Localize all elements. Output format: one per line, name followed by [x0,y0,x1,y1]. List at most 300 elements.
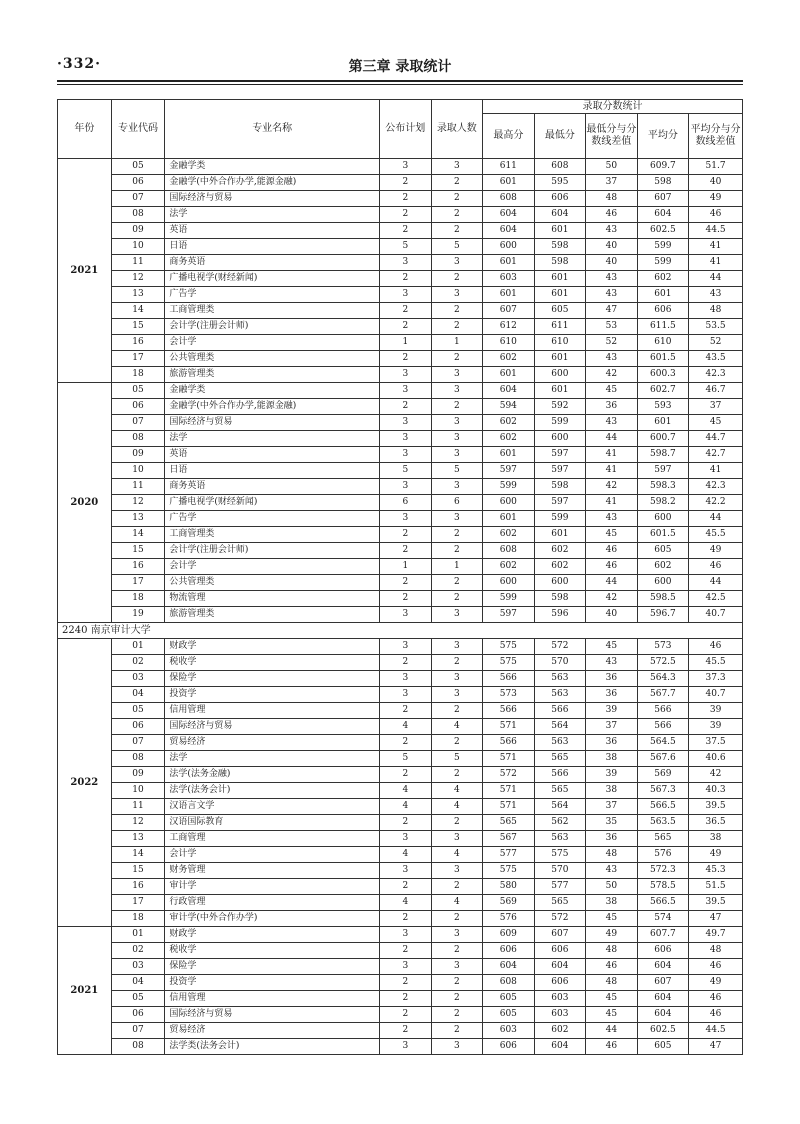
min-cell: 565 [534,895,586,911]
max-cell: 608 [483,975,535,991]
min_diff-cell: 36 [586,735,638,751]
min_diff-cell: 39 [586,703,638,719]
plan-cell: 3 [380,479,432,495]
max-cell: 601 [483,367,535,383]
code-cell: 01 [111,639,165,655]
avg_diff-cell: 51.7 [689,159,743,175]
table-row [58,671,743,687]
table-row [58,927,743,943]
table-row [58,463,743,479]
admitted-cell: 2 [431,575,483,591]
plan-cell: 3 [380,367,432,383]
avg-cell: 602 [637,271,689,287]
avg-cell: 602 [637,559,689,575]
avg-cell: 605 [637,543,689,559]
min_diff-cell: 41 [586,463,638,479]
avg-cell: 572.5 [637,655,689,671]
plan-cell: 2 [380,351,432,367]
min-cell: 600 [534,575,586,591]
plan-cell: 2 [380,303,432,319]
avg-cell: 601 [637,415,689,431]
avg-cell: 607 [637,191,689,207]
avg-cell: 567.3 [637,783,689,799]
table-row [58,543,743,559]
avg_diff-cell: 40.6 [689,751,743,767]
table-row [58,1023,743,1039]
table-row [58,335,743,351]
min_diff-cell: 45 [586,991,638,1007]
max-cell: 600 [483,575,535,591]
admitted-cell: 2 [431,543,483,559]
name-cell: 贸易经济 [165,1023,380,1039]
avg_diff-cell: 36.5 [689,815,743,831]
min_diff-cell: 48 [586,943,638,959]
min-cell: 566 [534,703,586,719]
avg_diff-cell: 44.5 [689,223,743,239]
avg_diff-cell: 39.5 [689,895,743,911]
avg_diff-cell: 42.3 [689,479,743,495]
avg_diff-cell: 49 [689,543,743,559]
avg_diff-cell: 44 [689,575,743,591]
max-cell: 600 [483,495,535,511]
plan-cell: 2 [380,1007,432,1023]
table-row [58,447,743,463]
max-cell: 602 [483,351,535,367]
plan-cell: 2 [380,271,432,287]
code-cell: 14 [111,527,165,543]
avg_diff-cell: 46 [689,639,743,655]
plan-cell: 4 [380,783,432,799]
admitted-cell: 2 [431,399,483,415]
admitted-cell: 2 [431,1007,483,1023]
name-cell: 法学(法务会计) [165,783,380,799]
min-cell: 606 [534,943,586,959]
code-cell: 02 [111,943,165,959]
plan-cell: 3 [380,447,432,463]
year-cell: 2022 [58,639,112,927]
code-cell: 11 [111,255,165,271]
code-cell: 19 [111,607,165,623]
max-cell: 571 [483,799,535,815]
plan-cell: 2 [380,527,432,543]
min-cell: 597 [534,463,586,479]
min_diff-cell: 48 [586,847,638,863]
code-cell: 11 [111,479,165,495]
min-cell: 564 [534,719,586,735]
admitted-cell: 3 [431,639,483,655]
code-cell: 16 [111,879,165,895]
min-cell: 592 [534,399,586,415]
max-cell: 601 [483,287,535,303]
year-cell: 2020 [58,383,112,623]
max-cell: 609 [483,927,535,943]
admitted-cell: 3 [431,1039,483,1055]
admitted-cell: 3 [431,511,483,527]
code-cell: 02 [111,655,165,671]
name-cell: 审计学 [165,879,380,895]
avg-cell: 567.7 [637,687,689,703]
min-cell: 565 [534,751,586,767]
max-cell: 606 [483,943,535,959]
min-cell: 565 [534,783,586,799]
avg_diff-cell: 44 [689,511,743,527]
admitted-cell: 2 [431,911,483,927]
avg_diff-cell: 40.3 [689,783,743,799]
max-cell: 573 [483,687,535,703]
min-cell: 611 [534,319,586,335]
min_diff-cell: 46 [586,207,638,223]
name-cell: 会计学 [165,847,380,863]
table-row [58,831,743,847]
name-cell: 财政学 [165,639,380,655]
min_diff-cell: 47 [586,303,638,319]
avg_diff-cell: 42.7 [689,447,743,463]
avg-cell: 599 [637,255,689,271]
table-row [58,703,743,719]
name-cell: 会计学(注册会计师) [165,543,380,559]
table-row [58,239,743,255]
plan-cell: 2 [380,879,432,895]
name-cell: 公共管理类 [165,351,380,367]
code-cell: 18 [111,591,165,607]
min_diff-cell: 39 [586,767,638,783]
avg-cell: 609.7 [637,159,689,175]
min-cell: 601 [534,351,586,367]
code-cell: 09 [111,223,165,239]
table-row [58,975,743,991]
avg-cell: 564.3 [637,671,689,687]
school-section-label: 2240 南京审计大学 [58,623,743,639]
code-cell: 05 [111,991,165,1007]
code-cell: 14 [111,303,165,319]
max-cell: 599 [483,591,535,607]
avg-cell: 604 [637,1007,689,1023]
avg_diff-cell: 44.7 [689,431,743,447]
plan-cell: 5 [380,751,432,767]
avg-cell: 569 [637,767,689,783]
min-cell: 604 [534,207,586,223]
plan-cell: 5 [380,463,432,479]
table-row [58,991,743,1007]
plan-cell: 4 [380,847,432,863]
code-cell: 06 [111,399,165,415]
min_diff-cell: 40 [586,607,638,623]
table-row [58,799,743,815]
min_diff-cell: 50 [586,159,638,175]
min-cell: 563 [534,687,586,703]
min_diff-cell: 44 [586,431,638,447]
header-avg: 平均分 [637,114,689,159]
min-cell: 606 [534,975,586,991]
code-cell: 05 [111,383,165,399]
min-cell: 601 [534,223,586,239]
min-cell: 563 [534,831,586,847]
code-cell: 10 [111,239,165,255]
min-cell: 602 [534,1023,586,1039]
admitted-cell: 2 [431,735,483,751]
name-cell: 税收学 [165,655,380,671]
avg_diff-cell: 49.7 [689,927,743,943]
table-row [58,207,743,223]
admitted-cell: 2 [431,975,483,991]
admitted-cell: 3 [431,607,483,623]
min_diff-cell: 48 [586,975,638,991]
min_diff-cell: 45 [586,383,638,399]
table-row [58,431,743,447]
min-cell: 605 [534,303,586,319]
avg-cell: 602.7 [637,383,689,399]
plan-cell: 2 [380,943,432,959]
name-cell: 金融学类 [165,159,380,175]
admitted-cell: 3 [431,287,483,303]
plan-cell: 3 [380,671,432,687]
code-cell: 08 [111,751,165,767]
code-cell: 13 [111,831,165,847]
max-cell: 577 [483,847,535,863]
header-max: 最高分 [483,114,535,159]
avg_diff-cell: 51.5 [689,879,743,895]
min_diff-cell: 37 [586,799,638,815]
min-cell: 604 [534,1039,586,1055]
table-row [58,319,743,335]
avg-cell: 598.5 [637,591,689,607]
code-cell: 17 [111,351,165,367]
table-row [58,815,743,831]
admitted-cell: 4 [431,719,483,735]
name-cell: 广告学 [165,287,380,303]
min_diff-cell: 41 [586,495,638,511]
max-cell: 611 [483,159,535,175]
plan-cell: 3 [380,1039,432,1055]
code-cell: 08 [111,431,165,447]
max-cell: 569 [483,895,535,911]
max-cell: 571 [483,783,535,799]
admitted-cell: 4 [431,847,483,863]
min-cell: 598 [534,239,586,255]
avg_diff-cell: 45 [689,415,743,431]
avg-cell: 566.5 [637,895,689,911]
max-cell: 597 [483,607,535,623]
admitted-cell: 3 [431,431,483,447]
avg_diff-cell: 38 [689,831,743,847]
table-row [58,863,743,879]
plan-cell: 5 [380,239,432,255]
min_diff-cell: 42 [586,479,638,495]
admission-score-table [57,99,743,1055]
admitted-cell: 2 [431,319,483,335]
name-cell: 金融学类 [165,383,380,399]
name-cell: 英语 [165,447,380,463]
code-cell: 01 [111,927,165,943]
min_diff-cell: 48 [586,191,638,207]
table-row [58,943,743,959]
table-row [58,911,743,927]
name-cell: 广告学 [165,511,380,527]
avg-cell: 573 [637,639,689,655]
avg_diff-cell: 39 [689,719,743,735]
avg_diff-cell: 44 [689,271,743,287]
max-cell: 566 [483,703,535,719]
max-cell: 600 [483,239,535,255]
min-cell: 598 [534,479,586,495]
min_diff-cell: 45 [586,639,638,655]
min-cell: 570 [534,863,586,879]
name-cell: 工商管理类 [165,303,380,319]
min-cell: 603 [534,991,586,1007]
table-row [58,223,743,239]
admitted-cell: 3 [431,863,483,879]
plan-cell: 3 [380,383,432,399]
max-cell: 571 [483,719,535,735]
min_diff-cell: 44 [586,1023,638,1039]
avg-cell: 601 [637,287,689,303]
year-cell: 2021 [58,927,112,1055]
min_diff-cell: 36 [586,831,638,847]
table-row [58,783,743,799]
admitted-cell: 2 [431,351,483,367]
page-header [57,56,743,82]
avg_diff-cell: 46 [689,1007,743,1023]
max-cell: 571 [483,751,535,767]
admitted-cell: 3 [431,831,483,847]
plan-cell: 3 [380,863,432,879]
min_diff-cell: 37 [586,719,638,735]
plan-cell: 2 [380,1023,432,1039]
code-cell: 07 [111,1023,165,1039]
table-row [58,1007,743,1023]
plan-cell: 3 [380,639,432,655]
plan-cell: 2 [380,223,432,239]
avg_diff-cell: 39 [689,703,743,719]
admitted-cell: 2 [431,591,483,607]
table-row [58,767,743,783]
admitted-cell: 3 [431,447,483,463]
name-cell: 法学(法务金融) [165,767,380,783]
code-cell: 05 [111,703,165,719]
avg-cell: 601.5 [637,527,689,543]
plan-cell: 3 [380,927,432,943]
min_diff-cell: 45 [586,527,638,543]
header-plan: 公布计划 [380,100,432,159]
min_diff-cell: 38 [586,783,638,799]
admitted-cell: 2 [431,655,483,671]
code-cell: 07 [111,415,165,431]
min_diff-cell: 36 [586,687,638,703]
code-cell: 15 [111,543,165,559]
plan-cell: 2 [380,735,432,751]
plan-cell: 2 [380,175,432,191]
avg_diff-cell: 45.5 [689,527,743,543]
avg_diff-cell: 46 [689,207,743,223]
admitted-cell: 5 [431,239,483,255]
min_diff-cell: 41 [586,447,638,463]
min-cell: 572 [534,639,586,655]
avg-cell: 604 [637,959,689,975]
code-cell: 09 [111,767,165,783]
code-cell: 10 [111,463,165,479]
min_diff-cell: 45 [586,911,638,927]
max-cell: 610 [483,335,535,351]
min_diff-cell: 42 [586,591,638,607]
min_diff-cell: 38 [586,751,638,767]
name-cell: 国际经济与贸易 [165,719,380,735]
header-avg-diff: 平均分与分数线差值 [689,114,743,159]
min_diff-cell: 40 [586,239,638,255]
code-cell: 17 [111,895,165,911]
min-cell: 608 [534,159,586,175]
avg-cell: 605 [637,1039,689,1055]
admitted-cell: 2 [431,271,483,287]
name-cell: 信用管理 [165,991,380,1007]
min_diff-cell: 43 [586,863,638,879]
admitted-cell: 3 [431,687,483,703]
admitted-cell: 2 [431,303,483,319]
table-row [58,495,743,511]
avg_diff-cell: 52 [689,335,743,351]
admitted-cell: 2 [431,207,483,223]
max-cell: 602 [483,527,535,543]
avg-cell: 598.3 [637,479,689,495]
name-cell: 会计学(注册会计师) [165,319,380,335]
min_diff-cell: 38 [586,895,638,911]
admitted-cell: 4 [431,799,483,815]
name-cell: 保险学 [165,959,380,975]
min_diff-cell: 45 [586,1007,638,1023]
code-cell: 15 [111,319,165,335]
min_diff-cell: 52 [586,335,638,351]
min-cell: 598 [534,255,586,271]
min-cell: 562 [534,815,586,831]
avg-cell: 572.3 [637,863,689,879]
min-cell: 601 [534,287,586,303]
max-cell: 572 [483,767,535,783]
avg-cell: 593 [637,399,689,415]
avg-cell: 565 [637,831,689,847]
max-cell: 566 [483,671,535,687]
admitted-cell: 1 [431,335,483,351]
max-cell: 601 [483,255,535,271]
avg_diff-cell: 40.7 [689,687,743,703]
table-row [58,879,743,895]
table-row [58,191,743,207]
min-cell: 595 [534,175,586,191]
avg-cell: 576 [637,847,689,863]
header-stats-group: 录取分数统计 [483,100,743,114]
name-cell: 汉语言文学 [165,799,380,815]
avg-cell: 600.7 [637,431,689,447]
min_diff-cell: 46 [586,1039,638,1055]
max-cell: 575 [483,655,535,671]
code-cell: 14 [111,847,165,863]
avg_diff-cell: 45.3 [689,863,743,879]
max-cell: 597 [483,463,535,479]
table-row [58,351,743,367]
admitted-cell: 4 [431,783,483,799]
code-cell: 07 [111,735,165,751]
min-cell: 607 [534,927,586,943]
plan-cell: 2 [380,767,432,783]
avg-cell: 578.5 [637,879,689,895]
name-cell: 旅游管理类 [165,367,380,383]
max-cell: 604 [483,207,535,223]
min_diff-cell: 49 [586,927,638,943]
avg-cell: 601.5 [637,351,689,367]
name-cell: 会计学 [165,335,380,351]
avg_diff-cell: 46.7 [689,383,743,399]
max-cell: 603 [483,1023,535,1039]
avg-cell: 563.5 [637,815,689,831]
min_diff-cell: 43 [586,511,638,527]
